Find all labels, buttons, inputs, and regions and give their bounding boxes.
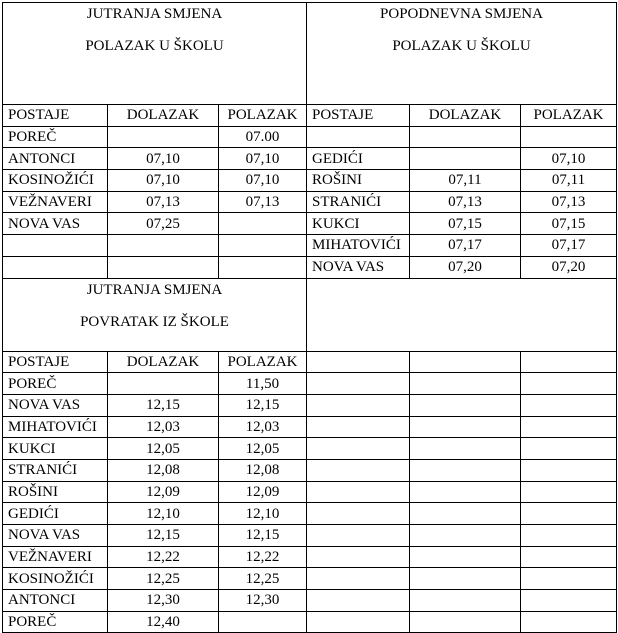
empty-cell bbox=[307, 416, 410, 438]
empty-cell bbox=[410, 611, 521, 633]
shift-title: JUTRANJA SMJENA bbox=[86, 281, 223, 298]
table-row bbox=[3, 438, 617, 460]
arrival-cell bbox=[108, 235, 219, 257]
table-row bbox=[3, 126, 617, 148]
column-header-arrival: DOLAZAK bbox=[108, 351, 219, 373]
station-cell: MIHATOVIĆI bbox=[307, 235, 410, 257]
departure-cell: 07,20 bbox=[521, 256, 617, 278]
empty-cell bbox=[521, 481, 617, 503]
arrival-cell: 12,15 bbox=[108, 525, 219, 547]
empty-cell bbox=[410, 525, 521, 547]
station-cell: NOVA VAS bbox=[3, 525, 108, 547]
station-cell: POREČ bbox=[3, 373, 108, 395]
departure-cell: 07,11 bbox=[521, 170, 617, 192]
empty-cell bbox=[410, 481, 521, 503]
arrival-cell: 07,10 bbox=[108, 148, 219, 170]
departure-cell: 12,15 bbox=[219, 394, 307, 416]
empty-cell bbox=[410, 546, 521, 568]
station-cell bbox=[3, 256, 108, 278]
empty-cell bbox=[521, 611, 617, 633]
empty-cell bbox=[410, 459, 521, 481]
arrival-cell: 07,15 bbox=[410, 213, 521, 235]
morning-to-school-header bbox=[3, 3, 307, 105]
station-cell: NOVA VAS bbox=[3, 394, 108, 416]
empty-cell bbox=[410, 568, 521, 590]
table-row bbox=[3, 148, 617, 170]
station-cell bbox=[307, 126, 410, 148]
empty-cell bbox=[307, 525, 410, 547]
empty-cell bbox=[521, 590, 617, 612]
empty-cell bbox=[307, 351, 410, 373]
shift-title: JUTRANJA SMJENA bbox=[86, 6, 223, 22]
empty-cell bbox=[521, 373, 617, 395]
station-cell: VEŽNAVERI bbox=[3, 546, 108, 568]
empty-cell bbox=[410, 416, 521, 438]
station-cell: KUKCI bbox=[3, 438, 108, 460]
arrival-cell: 07,20 bbox=[410, 256, 521, 278]
station-cell: ROŠINI bbox=[3, 481, 108, 503]
empty-cell bbox=[410, 373, 521, 395]
empty-cell bbox=[410, 590, 521, 612]
departure-cell: 12,05 bbox=[219, 438, 307, 460]
empty-cell bbox=[410, 351, 521, 373]
station-cell: KUKCI bbox=[307, 213, 410, 235]
empty-cell bbox=[521, 568, 617, 590]
table-row bbox=[3, 481, 617, 503]
station-cell: STRANIĆI bbox=[3, 459, 108, 481]
table-row bbox=[3, 235, 617, 257]
direction-title: POLAZAK U ŠKOLU bbox=[392, 38, 531, 54]
station-cell: ROŠINI bbox=[307, 170, 410, 192]
empty-cell bbox=[521, 503, 617, 525]
section-header-row bbox=[3, 3, 617, 105]
departure-cell: 12,10 bbox=[219, 503, 307, 525]
empty-cell bbox=[307, 394, 410, 416]
empty-cell bbox=[521, 394, 617, 416]
arrival-cell: 07,11 bbox=[410, 170, 521, 192]
arrival-cell: 07,17 bbox=[410, 235, 521, 257]
station-cell: POREČ bbox=[3, 611, 108, 633]
table-row bbox=[3, 590, 617, 612]
departure-cell: 12,22 bbox=[219, 546, 307, 568]
table-row bbox=[3, 373, 617, 395]
column-header-row bbox=[3, 351, 617, 373]
section-header-row bbox=[3, 278, 617, 351]
table-row bbox=[3, 416, 617, 438]
empty-header-cell bbox=[307, 278, 617, 351]
empty-cell bbox=[307, 459, 410, 481]
station-cell: GEDIĆI bbox=[307, 148, 410, 170]
arrival-cell: 12,22 bbox=[108, 546, 219, 568]
departure-cell: 12,03 bbox=[219, 416, 307, 438]
departure-cell: 07,10 bbox=[219, 148, 307, 170]
table-row bbox=[3, 503, 617, 525]
departure-cell: 11,50 bbox=[219, 373, 307, 395]
departure-cell: 12,15 bbox=[219, 525, 307, 547]
afternoon-to-school-header bbox=[307, 3, 617, 105]
station-cell: ANTONCI bbox=[3, 148, 108, 170]
departure-cell: 07,17 bbox=[521, 235, 617, 257]
departure-cell: 07,10 bbox=[219, 170, 307, 192]
empty-cell bbox=[521, 525, 617, 547]
departure-cell bbox=[521, 126, 617, 148]
table-row bbox=[3, 394, 617, 416]
station-cell: ANTONCI bbox=[3, 590, 108, 612]
arrival-cell: 12,25 bbox=[108, 568, 219, 590]
arrival-cell: 12,09 bbox=[108, 481, 219, 503]
departure-cell: 12,08 bbox=[219, 459, 307, 481]
station-cell: POREČ bbox=[3, 126, 108, 148]
empty-cell bbox=[521, 351, 617, 373]
arrival-cell: 07,10 bbox=[108, 170, 219, 192]
morning-return-header bbox=[3, 278, 307, 351]
shift-title: POPODNEVNA SMJENA bbox=[380, 6, 543, 22]
station-cell: STRANIĆI bbox=[307, 191, 410, 213]
departure-cell bbox=[219, 235, 307, 257]
column-header-row bbox=[3, 105, 617, 127]
empty-cell bbox=[307, 503, 410, 525]
table-row bbox=[3, 611, 617, 633]
station-cell: KOSINOŽIĆI bbox=[3, 170, 108, 192]
table-row bbox=[3, 256, 617, 278]
direction-title: POLAZAK U ŠKOLU bbox=[85, 38, 224, 54]
station-cell: GEDIĆI bbox=[3, 503, 108, 525]
station-cell: KOSINOŽIĆI bbox=[3, 568, 108, 590]
station-cell bbox=[3, 235, 108, 257]
arrival-cell: 12,10 bbox=[108, 503, 219, 525]
column-header-stations: POSTAJE bbox=[307, 105, 410, 127]
column-header-departure: POLAZAK bbox=[521, 105, 617, 127]
table-row bbox=[3, 525, 617, 547]
empty-cell bbox=[521, 416, 617, 438]
departure-cell: 07,10 bbox=[521, 148, 617, 170]
departure-cell bbox=[219, 213, 307, 235]
arrival-cell: 12,15 bbox=[108, 394, 219, 416]
empty-cell bbox=[521, 546, 617, 568]
direction-title: POVRATAK IZ ŠKOLE bbox=[80, 313, 229, 330]
arrival-cell: 07,13 bbox=[108, 191, 219, 213]
timetable-body bbox=[3, 3, 617, 633]
empty-cell bbox=[521, 438, 617, 460]
arrival-cell: 12,30 bbox=[108, 590, 219, 612]
arrival-cell: 12,05 bbox=[108, 438, 219, 460]
column-header-departure: POLAZAK bbox=[219, 351, 307, 373]
departure-cell: 07,15 bbox=[521, 213, 617, 235]
empty-cell bbox=[307, 373, 410, 395]
column-header-stations: POSTAJE bbox=[3, 105, 108, 127]
arrival-cell: 12,08 bbox=[108, 459, 219, 481]
departure-cell: 12,30 bbox=[219, 590, 307, 612]
bus-timetable bbox=[2, 2, 617, 633]
departure-cell: 12,09 bbox=[219, 481, 307, 503]
empty-cell bbox=[410, 438, 521, 460]
empty-cell bbox=[307, 590, 410, 612]
departure-cell: 07.00 bbox=[219, 126, 307, 148]
empty-cell bbox=[307, 481, 410, 503]
departure-cell bbox=[219, 256, 307, 278]
arrival-cell bbox=[410, 148, 521, 170]
empty-cell bbox=[410, 503, 521, 525]
table-row bbox=[3, 170, 617, 192]
station-cell: NOVA VAS bbox=[3, 213, 108, 235]
column-header-stations: POSTAJE bbox=[3, 351, 108, 373]
empty-cell bbox=[307, 438, 410, 460]
arrival-cell bbox=[410, 126, 521, 148]
empty-cell bbox=[307, 568, 410, 590]
empty-cell bbox=[307, 546, 410, 568]
table-row bbox=[3, 191, 617, 213]
arrival-cell bbox=[108, 373, 219, 395]
table-row bbox=[3, 213, 617, 235]
table-row bbox=[3, 459, 617, 481]
departure-cell bbox=[219, 611, 307, 633]
station-cell: MIHATOVIĆI bbox=[3, 416, 108, 438]
arrival-cell: 07,25 bbox=[108, 213, 219, 235]
departure-cell: 07,13 bbox=[219, 191, 307, 213]
departure-cell: 07,13 bbox=[521, 191, 617, 213]
departure-cell: 12,25 bbox=[219, 568, 307, 590]
station-cell: NOVA VAS bbox=[307, 256, 410, 278]
table-row bbox=[3, 546, 617, 568]
column-header-departure: POLAZAK bbox=[219, 105, 307, 127]
arrival-cell bbox=[108, 256, 219, 278]
table-row bbox=[3, 568, 617, 590]
arrival-cell: 07,13 bbox=[410, 191, 521, 213]
empty-cell bbox=[307, 611, 410, 633]
station-cell: VEŽNAVERI bbox=[3, 191, 108, 213]
column-header-arrival: DOLAZAK bbox=[108, 105, 219, 127]
empty-cell bbox=[521, 459, 617, 481]
arrival-cell: 12,03 bbox=[108, 416, 219, 438]
arrival-cell bbox=[108, 126, 219, 148]
arrival-cell: 12,40 bbox=[108, 611, 219, 633]
empty-cell bbox=[410, 394, 521, 416]
column-header-arrival: DOLAZAK bbox=[410, 105, 521, 127]
